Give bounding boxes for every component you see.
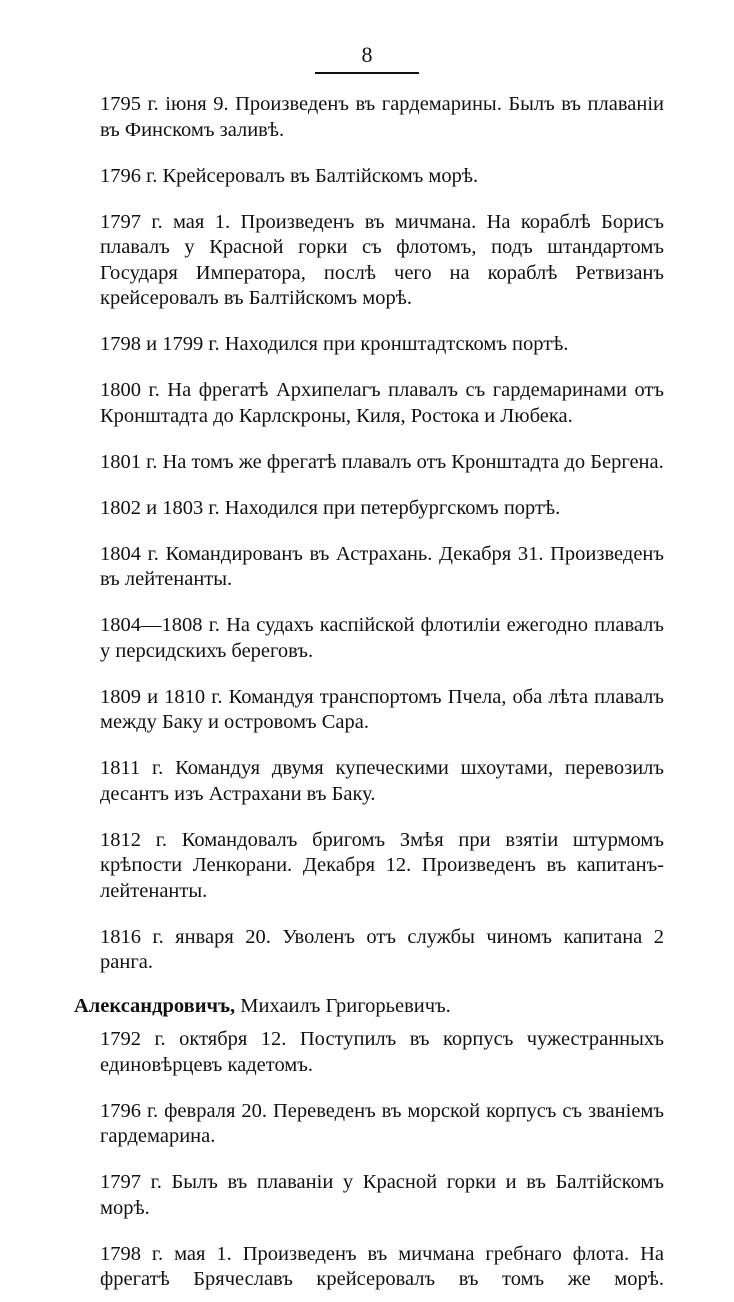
entry-1800: 1800 г. На фрегатѣ Архипелагъ плавалъ съ гардемаринами отъ Кронштадта до Карлскроны, Киля, Ростока и Любека.	[100, 379, 664, 427]
entry-1802-1803: 1802 и 1803 г. Находился при петербургскомъ портѣ.	[100, 496, 561, 519]
entry-1798-promotion: 1798 г. мая 1. Произведенъ въ мичмана гребнаго флота. На фрегатѣ Брячеславъ крейсеровалъ въ томъ же морѣ.	[100, 1242, 664, 1290]
record-body	[74, 92, 664, 1302]
entry-1796: 1796 г. Крейсеровалъ въ Балтійскомъ морѣ.	[100, 164, 479, 187]
person-heading	[74, 994, 664, 1020]
entry-1816: 1816 г. января 20. Уволенъ отъ службы чиномъ капитана 2 ранга.	[100, 925, 664, 973]
entry-1811: 1811 г. Командуя двумя купеческими шхоутами, перевозилъ десантъ изъ Астрахани въ Баку.	[100, 757, 664, 805]
entry-1796-transfer: 1796 г. февраля 20. Переведенъ въ морской корпусъ съ званіемъ гардемарина.	[100, 1099, 664, 1147]
entries-previous-person	[74, 92, 664, 976]
entry-1801: 1801 г. На томъ же фрегатѣ плавалъ отъ Кронштадта до Бергена.	[100, 450, 664, 473]
person-surname: Александровичъ,	[74, 994, 236, 1017]
person-given-names: Михаилъ Григорьевичъ.	[240, 994, 451, 1017]
header-rule	[315, 72, 419, 74]
entry-1809-1810: 1809 и 1810 г. Командуя транспортомъ Пчела, оба лѣта плавалъ между Баку и островомъ Сара.	[100, 685, 664, 733]
entry-1795: 1795 г. іюня 9. Произведенъ въ гардемарины. Былъ въ плаваніи въ Финскомъ заливѣ.	[100, 93, 664, 141]
entry-1798-1799: 1798 и 1799 г. Находился при кронштадтскомъ портѣ.	[100, 333, 569, 355]
entry-1804: 1804 г. Командированъ въ Астрахань. Декабря 31. Произведенъ въ лейтенанты.	[100, 542, 664, 590]
entry-1797-voyage: 1797 г. Былъ въ плаваніи у Красной горки и въ Балтійскомъ морѣ.	[100, 1171, 664, 1219]
entry-1797: 1797 г. мая 1. Произведенъ въ мичмана. На кораблѣ Борисъ плавалъ у Красной горки съ флотомъ, подъ штандартомъ Государя Императора, послѣ чего на кораблѣ Ретвизанъ крейсеровалъ въ Балтійскомъ морѣ.	[100, 210, 664, 309]
entry-1804-1808: 1804—1808 г. На судахъ каспійской флотиліи ежегодно плавалъ у персидскихъ береговъ.	[100, 614, 664, 662]
entry-1792: 1792 г. октября 12. Поступилъ въ корпусъ чужестранныхъ единовѣрцевъ кадетомъ.	[100, 1028, 664, 1076]
entries-current-person	[74, 1027, 664, 1293]
page-number: 8	[361, 42, 373, 67]
entry-1812: 1812 г. Командовалъ бригомъ Змѣя при взятіи штурмомъ крѣпости Ленкорани. Декабря 12. Произведенъ въ капитанъ-лейтенанты.	[100, 828, 664, 902]
